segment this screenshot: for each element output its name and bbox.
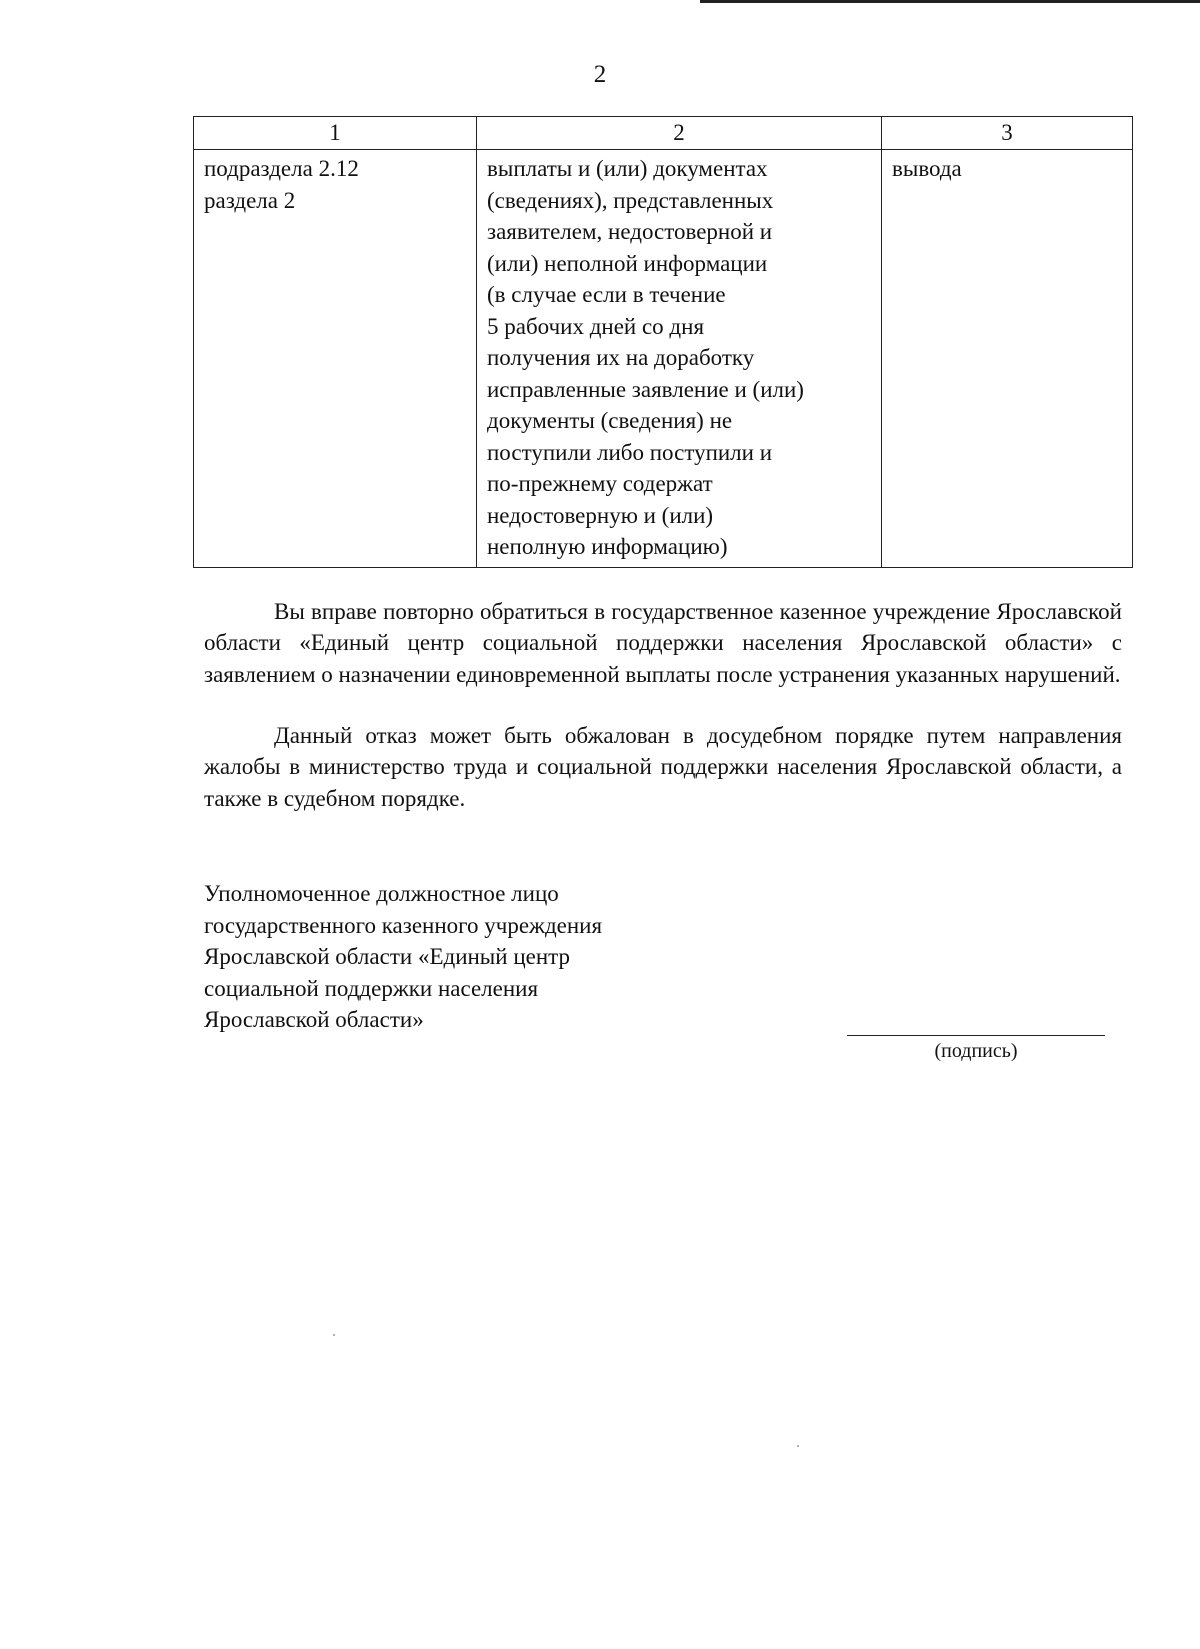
paragraph-appeal (204, 720, 1122, 814)
grounds-table (193, 116, 1133, 568)
table-header-row (194, 117, 1133, 150)
table-header-cell-3: 3 (882, 117, 1133, 150)
table-header-cell-1: 1 (194, 117, 477, 150)
table-header-cell-2: 2 (477, 117, 882, 150)
signature-line (847, 1035, 1105, 1036)
paragraph-reapply-text: Вы вправе повторно обратиться в государственное казенное учреждение Ярославской области «Единый центр социальной поддержки населения Ярославской области» с заявлением о назначении единовременной выплаты после устранения указанных нарушений. (204, 599, 1122, 687)
table-cell-conclusion: вывода (882, 150, 1133, 568)
table-row (194, 150, 1133, 568)
table-cell-grounds: выплаты и (или) документах (сведениях), представленных заявителем, недостоверной и (или) неполной информации (в случае если в течение 5 рабочих дней со дня получения их на доработку исправленные заявление и (или) документы (сведения) не поступили либо поступили и по-прежнему содержат недостоверную и (или) неполную информацию) (477, 150, 882, 568)
page-top-edge-line (700, 0, 1200, 3)
paragraph-appeal-text: Данный отказ может быть обжалован в досудебном порядке путем направления жалобы в министерство труда и социальной поддержки населения Ярославской области, а также в судебном порядке. (204, 723, 1122, 811)
scan-speck (333, 1334, 335, 1336)
page-number: 2 (593, 61, 607, 88)
table-cell-subsection: подраздела 2.12 раздела 2 (194, 150, 477, 568)
signatory-title: Уполномоченное должностное лицо государственного казенного учреждения Ярославской области «Единый центр социальной поддержки населения Ярославской области» (204, 881, 603, 1032)
scan-speck (797, 1445, 799, 1447)
paragraph-reapply (204, 596, 1122, 690)
signature-caption: (подпись) (934, 1040, 1018, 1062)
